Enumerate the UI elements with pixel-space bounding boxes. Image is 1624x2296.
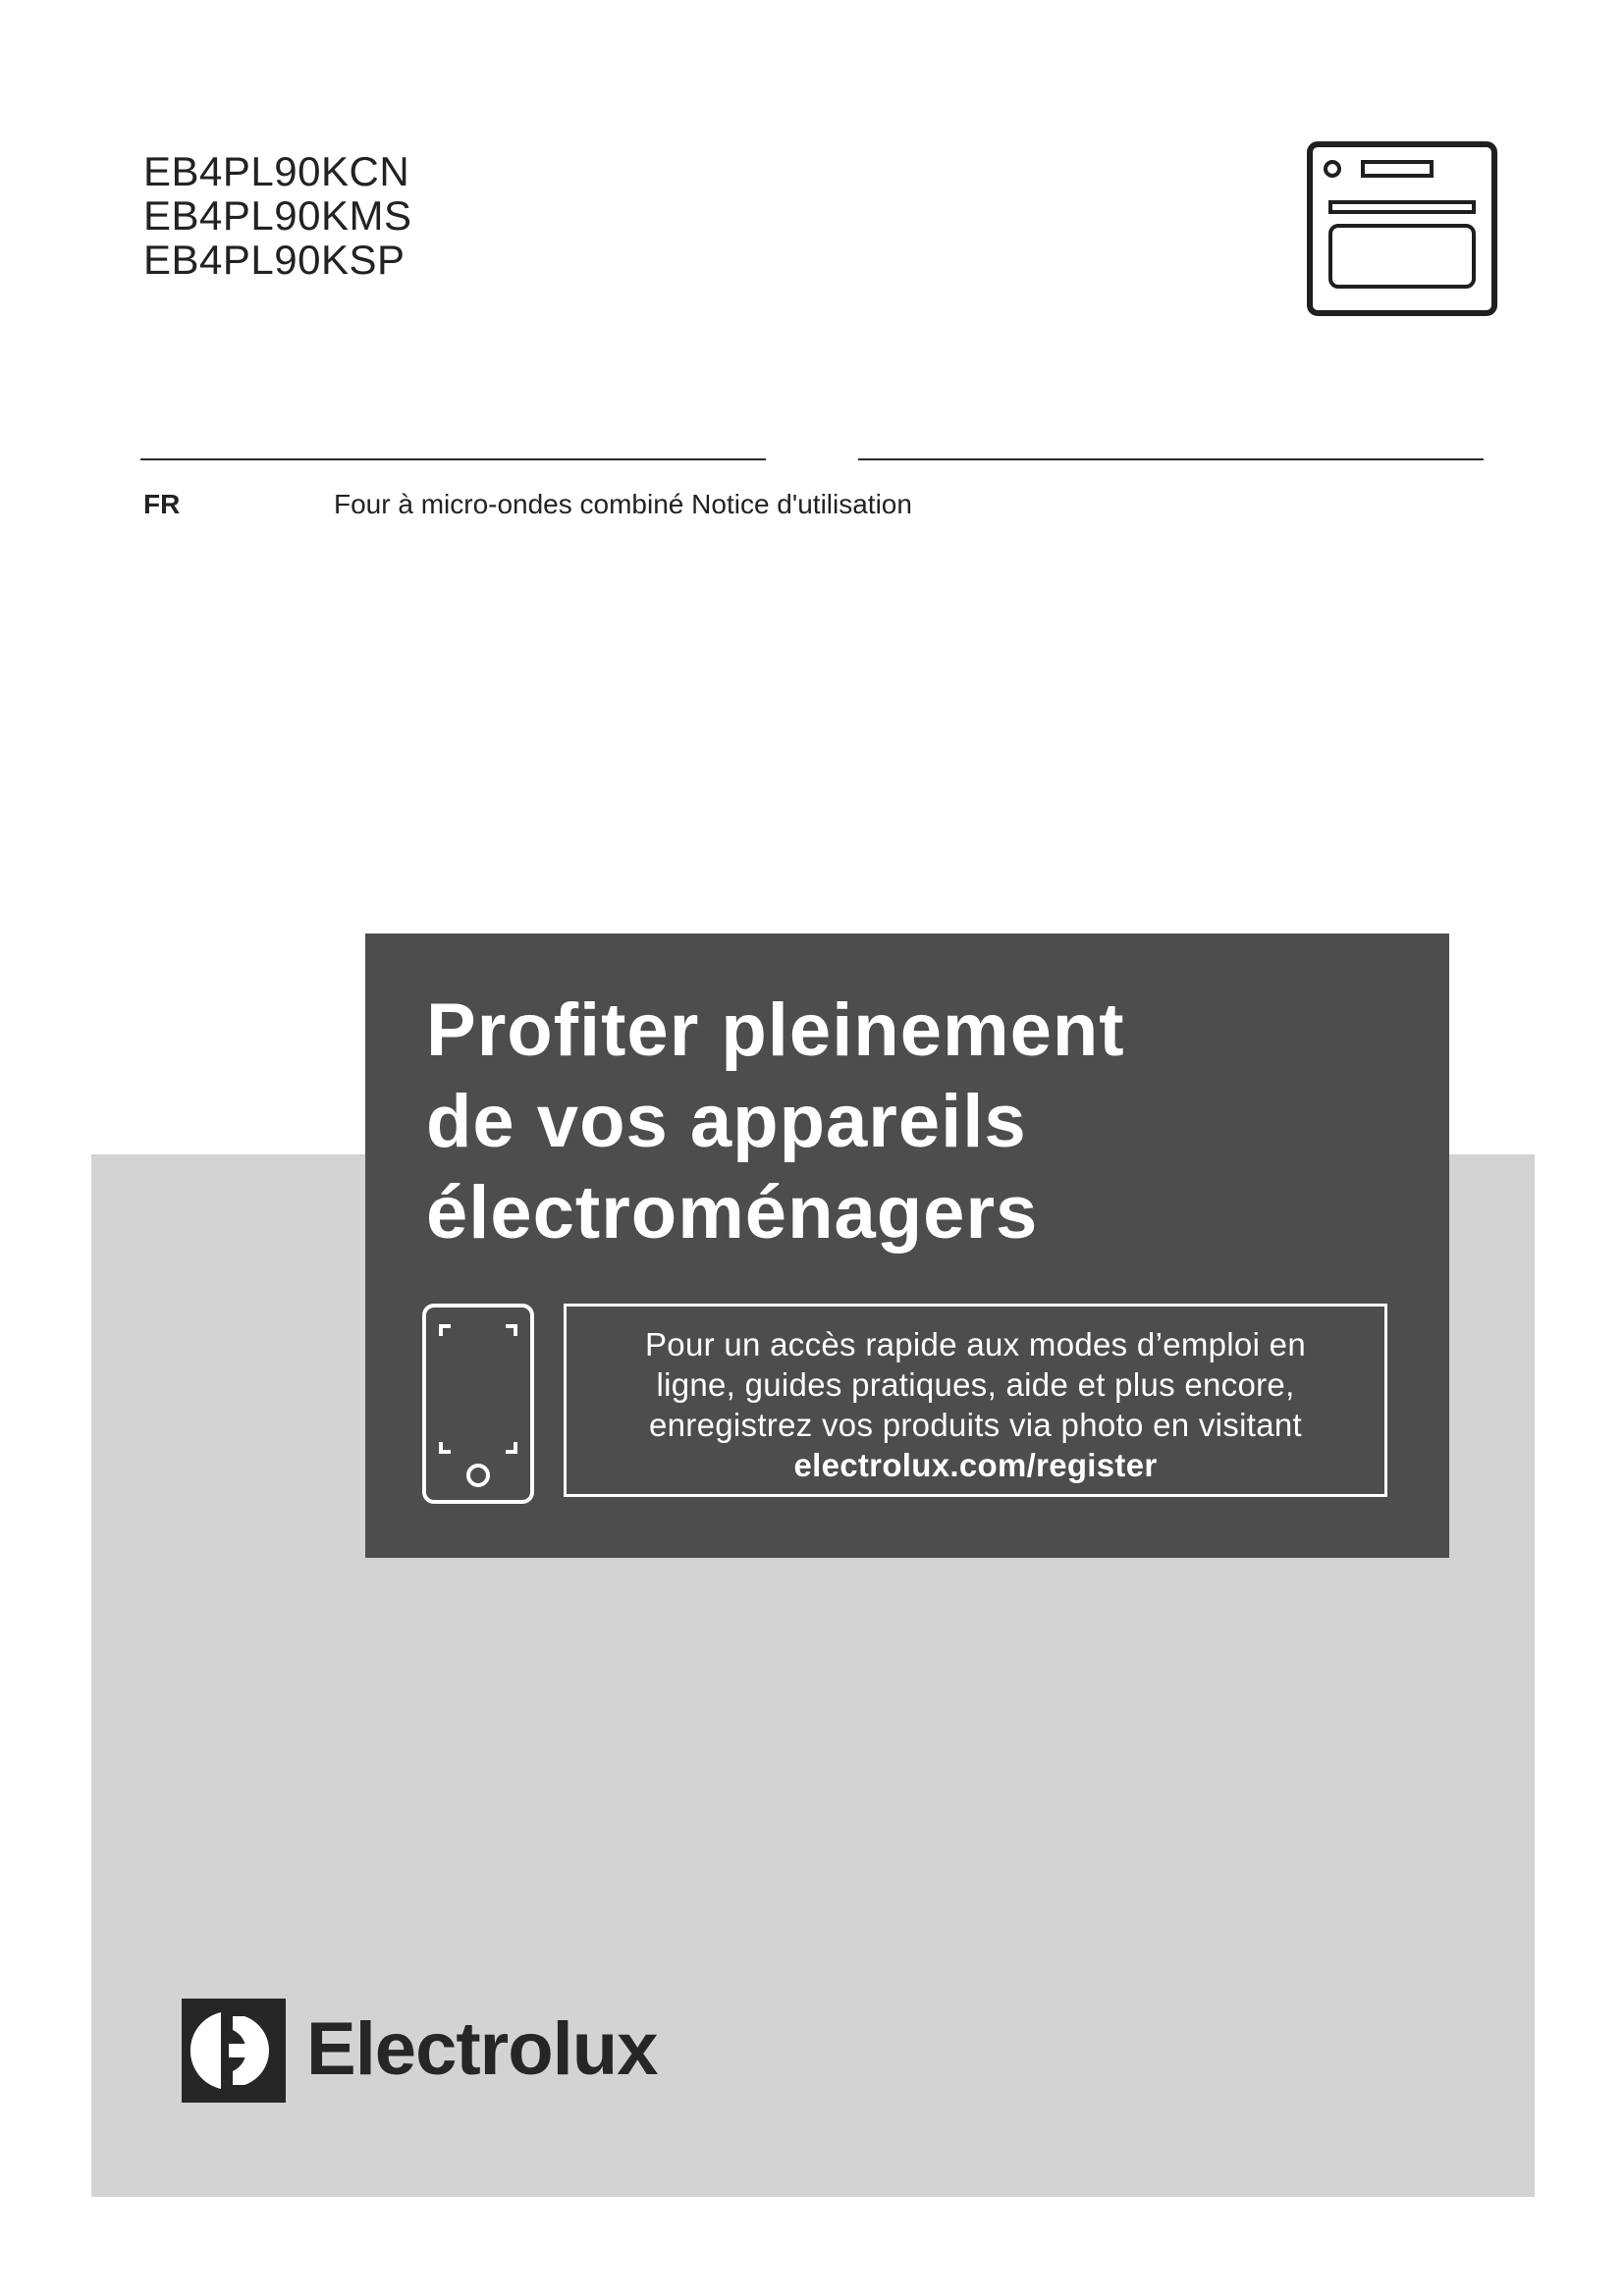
info-line: Pour un accès rapide aux modes d’emploi en: [645, 1326, 1306, 1362]
headline-line: de vos appareils: [426, 1080, 1027, 1163]
promo-headline: [426, 985, 1125, 1258]
oven-icon: [1306, 140, 1498, 317]
model-number: EB4PL90KCN: [143, 148, 410, 194]
promo-box: [365, 934, 1449, 1558]
phone-scan-icon: [421, 1303, 535, 1505]
headline-line: Profiter pleinement: [426, 988, 1125, 1072]
document-subtitle: Four à micro-ondes combiné Notice d'utilisation: [334, 489, 912, 519]
model-list: [143, 149, 412, 282]
electrolux-logo-icon: [182, 1999, 286, 2103]
register-info-text: [567, 1324, 1384, 1485]
info-line: enregistrez vos produits via photo en visitant: [649, 1407, 1302, 1443]
model-number: EB4PL90KMS: [143, 192, 412, 239]
model-number: EB4PL90KSP: [143, 237, 406, 283]
info-line: ligne, guides pratiques, aide et plus encore,: [656, 1366, 1295, 1403]
language-code: FR: [143, 489, 181, 519]
brand-name: Electrolux: [306, 2007, 658, 2091]
register-link[interactable]: electrolux.com/register: [793, 1447, 1158, 1483]
register-info-box: [564, 1304, 1387, 1497]
divider-line: [140, 458, 766, 460]
divider-line: [858, 458, 1484, 460]
headline-line: électroménagers: [426, 1171, 1039, 1255]
